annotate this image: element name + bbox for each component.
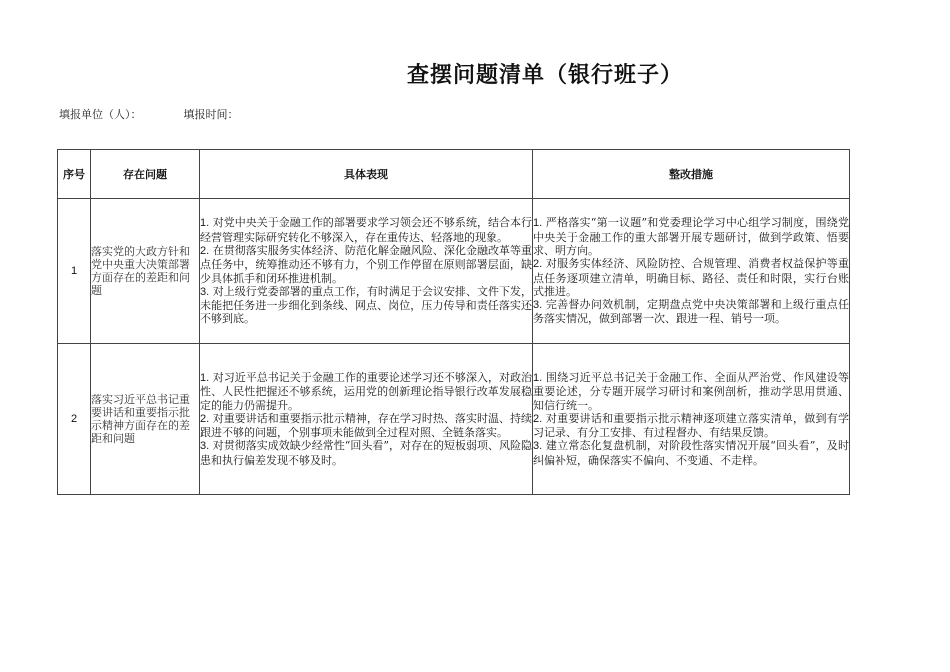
measure-item: 2. 对重要讲话和重要指示批示精神逐项建立落实清单，做到有学习记录、有分工安排、有过程督办、有结果反馈。 (533, 411, 849, 440)
measure-item: 3. 建立常态化复盘机制，对阶段性落实情况开展“回头看”，及时纠偏补短，确保落实不偏向、不变通、不走样。 (533, 439, 849, 467)
header-issue: 存在问题 (91, 150, 200, 199)
row-issue[interactable]: 落实党的大政方针和党中央重大决策部署方面存在的差距和问题 (91, 199, 200, 344)
manifestation-item: 2. 在贯彻落实服务实体经济、防范化解金融风险、深化金融改革等重点任务中，统筹推动还不够有力，个别工作停留在原则部署层面，缺少具体抓手和闭环推进机制。 (200, 243, 532, 285)
measure-item: 3. 完善督办问效机制，定期盘点党中央决策部署和上级行重点任务落实情况，做到部署一次、跟进一程、销号一项。 (533, 298, 849, 326)
manifestation-item: 2. 对重要讲话和重要指示批示精神，存在学习时热、落实时温、持续跟进不够的问题，个别事项未能做到全过程对照、全链条落实。 (200, 411, 532, 440)
issue-list-table (57, 149, 850, 495)
report-meta (59, 106, 239, 122)
header-index: 序号 (58, 150, 91, 199)
row-measures[interactable] (533, 199, 850, 344)
row-manifestations[interactable] (200, 199, 533, 344)
table-header-row (58, 150, 850, 199)
table-row (58, 344, 850, 495)
manifestation-item: 1. 对党中央关于金融工作的部署要求学习领会还不够系统，结合本行经营管理实际研究转化不够深入，存在重传达、轻落地的现象。 (200, 216, 532, 244)
row-measures[interactable] (533, 344, 850, 495)
measure-item: 1. 围绕习近平总书记关于金融工作、全面从严治党、作风建设等重要论述，分专题开展学习研讨和案例剖析，推动学思用贯通、知信行统一。 (533, 370, 849, 412)
measure-item: 2. 对服务实体经济、风险防控、合规管理、消费者权益保护等重点任务逐项建立清单，明确目标、路径、责任和时限，实行台账式推进。 (533, 257, 849, 298)
manifestation-item: 3. 对上级行党委部署的重点工作，有时满足于会议安排、文件下发，未能把任务进一步细化到条线、网点、岗位，压力传导和责任落实还不够到底。 (200, 284, 532, 326)
table-row (58, 199, 850, 344)
measure-item: 1. 严格落实“第一议题”和党委理论学习中心组学习制度，围绕党中央关于金融工作的重大部署开展专题研讨，做到学政策、悟要求、明方向。 (533, 216, 849, 257)
row-issue[interactable]: 落实习近平总书记重要讲话和重要指示批示精神方面存在的差距和问题 (91, 344, 200, 495)
row-index[interactable]: 2 (58, 344, 91, 495)
reporting-time-label: 填报时间： (183, 108, 239, 121)
header-manifestation: 具体表现 (200, 150, 533, 199)
reporting-unit-label: 填报单位（人）： (59, 108, 142, 121)
manifestation-item: 3. 对贯彻落实成效缺少经常性“回头看”，对存在的短板弱项、风险隐患和执行偏差发现不够及时。 (200, 439, 532, 467)
page-title: 查摆问题清单（银行班子） (406, 63, 683, 88)
manifestation-item: 1. 对习近平总书记关于金融工作的重要论述学习还不够深入，对政治性、人民性把握还不够系统，运用党的创新理论指导银行改革发展稳定的能力仍需提升。 (200, 370, 532, 412)
row-manifestations[interactable] (200, 344, 533, 495)
header-measures: 整改措施 (533, 150, 850, 199)
row-index[interactable]: 1 (58, 199, 91, 344)
